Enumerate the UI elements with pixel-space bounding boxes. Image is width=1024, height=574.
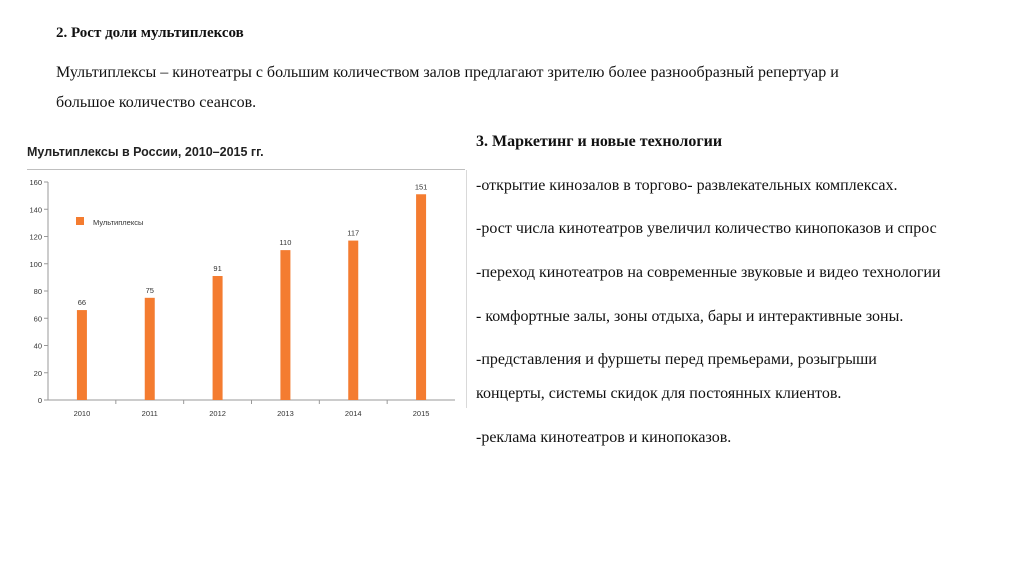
bar-2013	[280, 250, 290, 400]
chart-divider	[466, 170, 467, 408]
y-tick-label: 160	[29, 178, 42, 187]
legend-swatch	[76, 217, 84, 225]
marketing-item-6: концерты, системы скидок для постоянных клиентов.	[476, 385, 842, 402]
chart-title: Мультиплексы в России, 2010–2015 гг.	[27, 145, 264, 159]
section2-heading: 2. Рост доли мультиплексов	[56, 25, 244, 41]
data-label-2011: 75	[145, 285, 154, 295]
section3	[476, 0, 1024, 574]
data-label-2012: 91	[213, 264, 222, 274]
intro-line-2: большое количество сеансов.	[56, 94, 257, 111]
marketing-item-7: -реклама кинотеатров и кинопоказов.	[476, 429, 732, 446]
data-label-2010: 66	[77, 298, 87, 308]
x-tick-label-2011: 2011	[141, 409, 158, 418]
data-label-2015: 151	[414, 182, 428, 192]
marketing-item-2: -рост числа кинотеатров увеличил количество кинопоказов и спрос	[476, 220, 937, 237]
y-tick-label: 140	[29, 205, 42, 215]
marketing-item-3: -переход кинотеатров на современные звуковые и видео технологии	[476, 264, 941, 281]
marketing-item-4: - комфортные залы, зоны отдыха, бары и интерактивные зоны.	[476, 308, 904, 325]
bar-2010	[77, 310, 87, 400]
section3-heading: 3. Маркетинг и новые технологии	[476, 133, 723, 150]
x-tick-label-2012: 2012	[209, 409, 226, 418]
y-tick-label: 0	[37, 396, 42, 405]
legend-label: Мультиплексы	[93, 218, 144, 227]
x-tick-label-2010: 2010	[73, 409, 91, 418]
x-tick-label-2014: 2014	[344, 409, 362, 418]
bar-2011	[145, 298, 155, 400]
y-tick-label: 100	[29, 259, 42, 269]
y-tick-label: 120	[29, 232, 42, 242]
y-tick-label: 40	[33, 341, 42, 351]
intro-line-1: Мультиплексы – кинотеатры с большим количеством залов предлагают зрителю более разнообразный репертуар и	[56, 64, 839, 81]
y-tick-label: 20	[33, 368, 42, 378]
x-tick-label-2015: 2015	[412, 409, 430, 418]
data-label-2014: 117	[347, 228, 360, 238]
bar-2014	[348, 241, 358, 400]
marketing-item-1: -открытие кинозалов в торгово- развлекательных комплексах.	[476, 177, 898, 194]
data-label-2013: 110	[279, 238, 292, 248]
bar-2012	[213, 276, 223, 400]
y-tick-label: 80	[33, 287, 42, 296]
multiplex-bar-chart	[0, 170, 466, 420]
bar-2015	[416, 194, 426, 400]
y-tick-label: 60	[33, 314, 42, 324]
x-tick-label-2013: 2013	[277, 409, 294, 418]
marketing-item-5: -представления и фуршеты перед премьерами, розыгрыши	[476, 351, 877, 368]
